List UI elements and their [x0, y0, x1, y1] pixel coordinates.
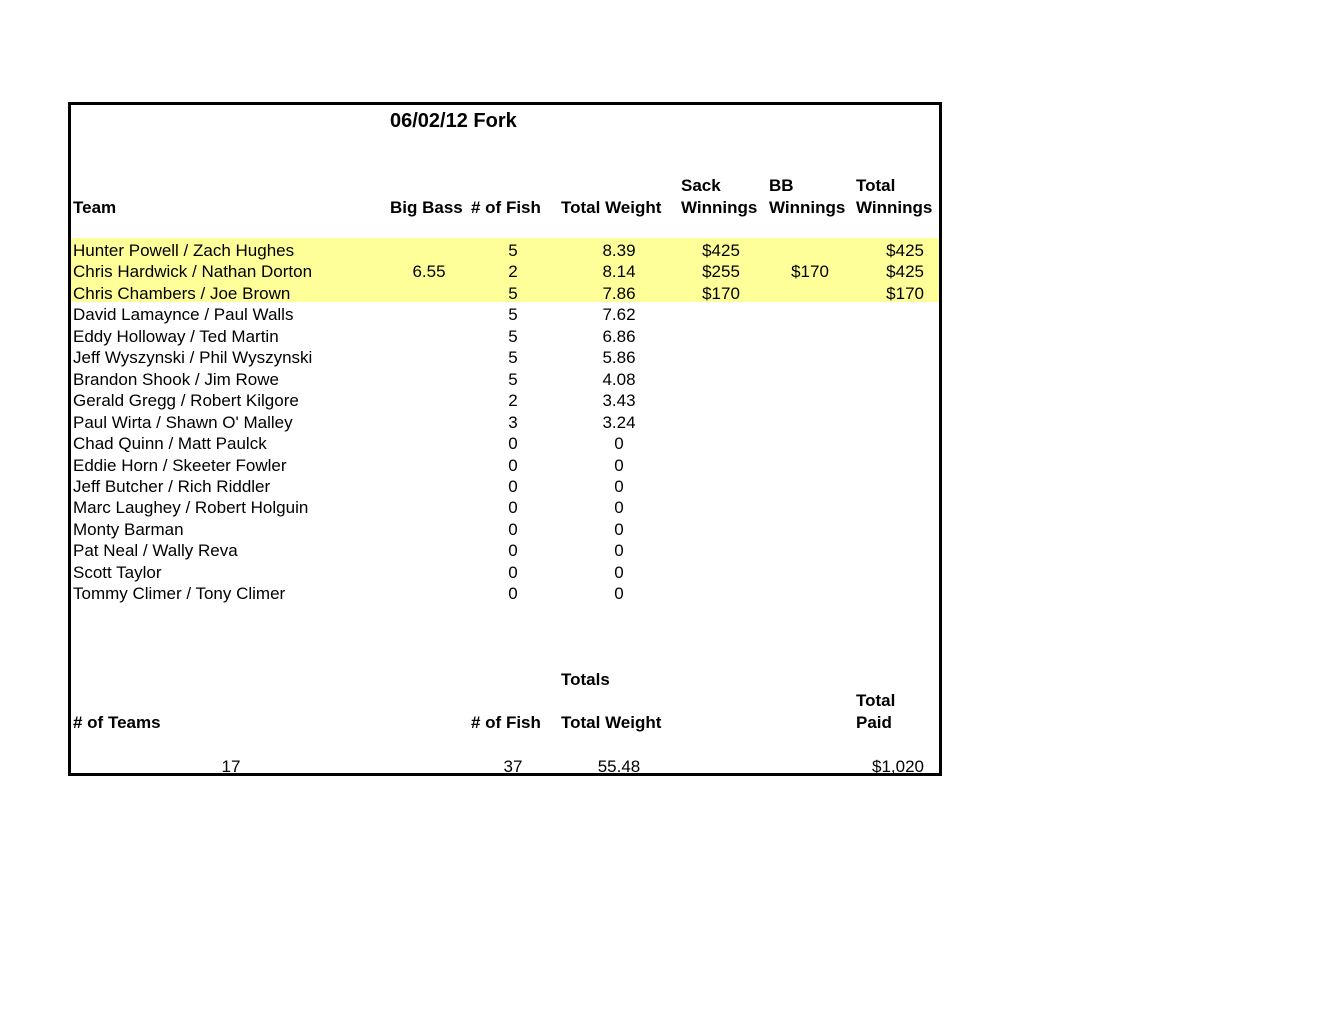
header-sack-1: Sack [681, 176, 721, 195]
total-winnings-cell: $425 [886, 241, 924, 260]
fish-count-cell: 5 [508, 284, 518, 303]
header-big-bass: Big Bass [390, 198, 463, 217]
fish-count-cell: 0 [508, 541, 518, 560]
results-sheet [68, 102, 942, 776]
fish-count-cell: 0 [508, 456, 518, 475]
total-weight-cell: 8.39 [602, 241, 636, 260]
sack-winnings-cell: $425 [702, 241, 740, 260]
header-total-1: Total [856, 176, 896, 195]
bb-winnings-cell: $170 [791, 262, 829, 281]
fish-count-cell: 0 [508, 563, 518, 582]
team-cell: Chris Chambers / Joe Brown [73, 284, 291, 303]
fish-count-cell: 5 [508, 327, 518, 346]
fish-count-cell: 0 [508, 520, 518, 539]
team-cell: Gerald Gregg / Robert Kilgore [73, 391, 299, 410]
fish-count-cell: 3 [508, 413, 518, 432]
header-num-fish: # of Fish [471, 198, 541, 217]
total-weight-cell: 8.14 [602, 262, 636, 281]
total-weight-cell: 7.62 [602, 305, 636, 324]
team-cell: Hunter Powell / Zach Hughes [73, 241, 295, 260]
header-bb-2: Winnings [769, 198, 846, 217]
fish-count-cell: 0 [508, 584, 518, 603]
total-winnings-cell: $425 [886, 262, 924, 281]
header-team: Team [73, 198, 117, 217]
fish-count-cell: 0 [508, 498, 518, 517]
total-weight-cell: 0 [614, 520, 624, 539]
total-winnings-cell: $170 [886, 284, 924, 303]
total-weight-cell: 0 [614, 584, 624, 603]
team-cell: Tommy Climer / Tony Climer [73, 584, 286, 603]
team-cell: Eddy Holloway / Ted Martin [73, 327, 279, 346]
fish-count-cell: 5 [508, 241, 518, 260]
big-bass-cell: 6.55 [412, 262, 446, 281]
team-cell: Marc Laughey / Robert Holguin [73, 498, 309, 517]
team-cell: Jeff Butcher / Rich Riddler [73, 477, 271, 496]
total-weight-cell: 0 [614, 456, 624, 475]
total-weight-cell: 6.86 [602, 327, 636, 346]
total-paid-value: $1,020 [872, 757, 924, 776]
header-total-weight: Total Weight [561, 198, 662, 217]
team-cell: Jeff Wyszynski / Phil Wyszynski [73, 348, 313, 367]
team-cell: Monty Barman [73, 520, 184, 539]
total-paid-label-1: Total [856, 691, 896, 710]
header-total-2: Winnings [856, 198, 933, 217]
team-cell: Paul Wirta / Shawn O' Malley [73, 413, 293, 432]
team-cell: Chad Quinn / Matt Paulck [73, 434, 267, 453]
team-cell: Eddie Horn / Skeeter Fowler [73, 456, 287, 475]
num-teams-label: # of Teams [73, 713, 161, 732]
totals-num-fish-label: # of Fish [471, 713, 541, 732]
total-weight-cell: 3.24 [602, 413, 636, 432]
fish-count-cell: 5 [508, 305, 518, 324]
fish-count-cell: 5 [508, 370, 518, 389]
total-weight-cell: 4.08 [602, 370, 636, 389]
fish-count-cell: 0 [508, 434, 518, 453]
total-weight-cell: 0 [614, 498, 624, 517]
sack-winnings-cell: $255 [702, 262, 740, 281]
total-weight-cell: 7.86 [602, 284, 636, 303]
total-weight-cell: 5.86 [602, 348, 636, 367]
fish-count-cell: 0 [508, 477, 518, 496]
header-sack-2: Winnings [681, 198, 758, 217]
totals-total-weight-value: 55.48 [597, 757, 641, 776]
fish-count-cell: 2 [508, 391, 518, 410]
fish-count-cell: 2 [508, 262, 518, 281]
team-cell: Brandon Shook / Jim Rowe [73, 370, 279, 389]
sack-winnings-cell: $170 [702, 284, 740, 303]
total-weight-cell: 0 [614, 477, 624, 496]
header-bb-1: BB [769, 176, 794, 195]
totals-num-fish-value: 37 [503, 757, 523, 776]
total-weight-cell: 0 [614, 563, 624, 582]
totals-total-weight-label: Total Weight [561, 713, 662, 732]
team-cell: Chris Hardwick / Nathan Dorton [73, 262, 313, 281]
team-cell: Scott Taylor [73, 563, 162, 582]
total-weight-cell: 3.43 [602, 391, 636, 410]
fish-count-cell: 5 [508, 348, 518, 367]
total-weight-cell: 0 [614, 541, 624, 560]
team-cell: Pat Neal / Wally Reva [73, 541, 238, 560]
num-teams-value: 17 [221, 757, 241, 776]
sheet-title: 06/02/12 Fork [390, 110, 517, 132]
total-paid-label-2: Paid [856, 713, 892, 732]
total-weight-cell: 0 [614, 434, 624, 453]
team-cell: David Lamaynce / Paul Walls [73, 305, 294, 324]
totals-label: Totals [561, 670, 610, 689]
